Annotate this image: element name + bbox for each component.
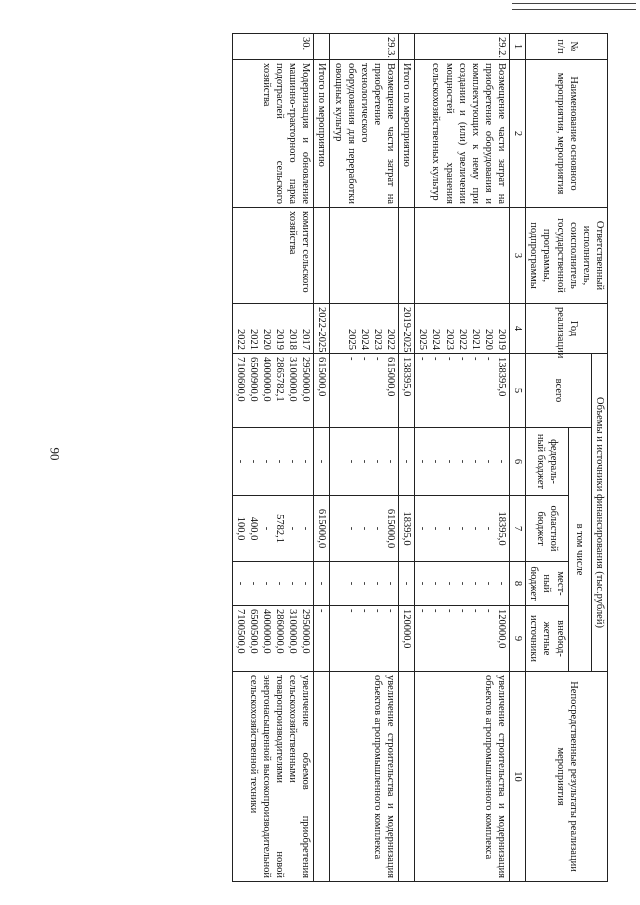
cell-local [399, 562, 415, 606]
header-incl: в том числе [568, 428, 591, 672]
cell-value: - [385, 581, 397, 586]
cell-value: - [443, 609, 455, 613]
cell-value: - [456, 609, 468, 613]
cell-years [415, 304, 510, 354]
cell-value: 7100600,0 [234, 357, 246, 402]
column-number: 2 [510, 60, 526, 208]
cell-value: 2019 [496, 329, 508, 350]
cell-value: 18395,0 [401, 511, 413, 546]
cell-value: - [234, 459, 246, 464]
cell-value: 3100000,0 [287, 609, 299, 654]
cell-value: - [247, 581, 259, 586]
cell-regional [314, 496, 330, 562]
column-numbers-row [510, 34, 526, 882]
cell-value: 7100500,0 [234, 609, 246, 654]
cell-value: - [430, 581, 442, 586]
cell-name: Модернизация и обновление машинно-тракторного парка подотраслей сельского хозяйства [232, 60, 314, 208]
cell-value: 138395,0 [401, 357, 413, 397]
cell-value: - [385, 609, 397, 613]
column-number: 4 [510, 304, 526, 354]
document-page [80, 33, 608, 881]
cell-value: - [430, 526, 442, 531]
cell-value: 138395,0 [496, 357, 508, 397]
cell-value: 120000,0 [496, 609, 508, 649]
cell-value: - [372, 526, 383, 531]
cell-value: - [496, 459, 508, 464]
cell-value: 2017 [300, 329, 312, 350]
cell-extra [314, 606, 330, 672]
cell-responsible [399, 208, 415, 304]
cell-value: - [469, 459, 481, 464]
cell-value: - [345, 526, 357, 531]
cell-value: - [316, 581, 328, 586]
cell-value: 2022 [234, 329, 246, 350]
cell-value: - [417, 357, 429, 361]
cell-value: 2020 [483, 329, 494, 350]
cell-value: - [358, 357, 370, 361]
cell-value: - [443, 526, 455, 531]
cell-result: увеличение строительства и модернизация объектов агропромышленного комплекса [330, 672, 399, 882]
cell-value: - [483, 581, 494, 586]
cell-value: - [456, 581, 468, 586]
cell-value: - [469, 526, 481, 531]
cell-value: 2021 [247, 329, 259, 350]
cell-total [330, 354, 399, 428]
cell-value: - [345, 357, 357, 361]
table-row [415, 34, 510, 882]
cell-value: - [261, 581, 272, 586]
cell-value: 6500900,0 [247, 357, 259, 402]
cell-value: - [345, 609, 357, 613]
cell-value: - [358, 459, 370, 464]
cell-num [314, 34, 330, 60]
page-number: 90 [47, 447, 63, 461]
cell-value: 5782,1 [274, 514, 286, 543]
cell-value: 2023 [372, 329, 383, 350]
cell-num: 29.3. [330, 34, 399, 60]
table-row [399, 34, 415, 882]
cell-value: - [372, 609, 383, 613]
cell-regional [330, 496, 399, 562]
cell-value: 2022 [456, 329, 468, 350]
cell-responsible [330, 208, 399, 304]
cell-value: 2020 [261, 329, 272, 350]
cell-value: 2021 [469, 329, 481, 350]
cell-value: - [358, 581, 370, 586]
header-federal: федераль-ный бюджет [526, 428, 568, 496]
cell-value: - [456, 526, 468, 531]
cell-local [330, 562, 399, 606]
cell-extra [415, 606, 510, 672]
cell-value: 18395,0 [496, 511, 508, 546]
cell-value: 615000,0 [385, 508, 397, 549]
cell-value: 2018 [287, 329, 299, 350]
cell-value: - [483, 357, 494, 361]
cell-regional [232, 496, 314, 562]
cell-value: - [247, 459, 259, 464]
cell-value: - [443, 459, 455, 464]
cell-value: - [345, 459, 357, 464]
column-number: 1 [510, 34, 526, 60]
cell-value: - [300, 526, 312, 531]
header-extra: внебюд-жетные источники [526, 606, 568, 672]
cell-value: 4000000,0 [261, 357, 272, 402]
corner-rule-top [512, 3, 636, 4]
cell-value: - [287, 581, 299, 586]
cell-result: увеличение строительства и модернизация объектов агропромышленного комплекса [415, 672, 510, 882]
cell-federal [232, 428, 314, 496]
cell-value: - [483, 459, 494, 464]
cell-name: Возмещение части затрат на приобретение оборудования и комплектующих к нему при создании и (или) увеличении мощностей хранения сельскохозяйственных культур [415, 60, 510, 208]
table-row [314, 34, 330, 882]
cell-num: 29.2. [415, 34, 510, 60]
cell-value: 2022-2025 [316, 307, 328, 353]
cell-value: - [358, 609, 370, 613]
cell-local [415, 562, 510, 606]
cell-value: - [274, 581, 286, 586]
cell-value: 6500500,0 [247, 609, 259, 654]
cell-value: 2860000,0 [274, 609, 286, 654]
header-responsible: Ответственный исполнитель, соисполнитель государственной программы, подпрограммы [526, 208, 608, 304]
header-funding: Объемы и источники финансирования (тыс.рублей) [591, 354, 607, 672]
cell-value: 4000000,0 [261, 609, 272, 654]
cell-total [232, 354, 314, 428]
cell-value: - [300, 459, 312, 464]
cell-responsible [415, 208, 510, 304]
cell-value: - [261, 526, 272, 531]
cell-value: - [287, 459, 299, 464]
cell-value: - [456, 357, 468, 361]
cell-value: - [417, 581, 429, 586]
cell-federal [330, 428, 399, 496]
cell-extra [399, 606, 415, 672]
cell-value: 2022 [385, 329, 397, 350]
cell-name: Итого по мероприятию [314, 60, 330, 208]
program-table [232, 33, 608, 882]
cell-value: - [469, 581, 481, 586]
column-number: 7 [510, 496, 526, 562]
cell-value: - [496, 581, 508, 586]
cell-value: 2025 [417, 329, 429, 350]
cell-total [399, 354, 415, 428]
cell-value: 615000,0 [316, 357, 328, 397]
cell-value: 2950000,0 [300, 357, 312, 402]
cell-local [314, 562, 330, 606]
cell-value: - [287, 526, 299, 531]
cell-value: 100,0 [234, 516, 246, 541]
table-row [232, 34, 314, 882]
cell-value: - [430, 459, 442, 464]
cell-value: 2023 [443, 329, 455, 350]
column-number: 3 [510, 208, 526, 304]
cell-value: 400,0 [247, 516, 259, 541]
cell-federal [415, 428, 510, 496]
cell-value: - [261, 459, 272, 464]
cell-regional [415, 496, 510, 562]
cell-value: - [443, 581, 455, 586]
cell-federal [399, 428, 415, 496]
cell-result: увеличение объемов приобретения сельскохозяйственными товаропроизводителями новой энергонасыщенной высокопроизводительной сельскохозяйственной техники [232, 672, 314, 882]
cell-num: 30. [232, 34, 314, 60]
cell-value: - [316, 609, 328, 613]
cell-value: - [274, 459, 286, 464]
cell-value: 120000,0 [401, 609, 413, 649]
header-total: всего [526, 354, 592, 428]
cell-value: - [372, 357, 383, 361]
header-regional: областной бюджет [526, 496, 568, 562]
cell-value: - [469, 609, 481, 613]
cell-value: - [316, 459, 328, 464]
cell-value: - [401, 581, 413, 586]
cell-value: - [385, 459, 397, 464]
cell-extra [232, 606, 314, 672]
cell-value: - [430, 609, 442, 613]
cell-value: - [417, 459, 429, 464]
cell-value: - [372, 459, 383, 464]
cell-years [399, 304, 415, 354]
cell-value: - [483, 526, 494, 531]
cell-result [399, 672, 415, 882]
column-number: 8 [510, 562, 526, 606]
cell-value: - [401, 459, 413, 464]
cell-years [330, 304, 399, 354]
cell-years [232, 304, 314, 354]
cell-value: 3100000,0 [287, 357, 299, 402]
cell-value: - [443, 357, 455, 361]
table-row [330, 34, 399, 882]
cell-value: 2025 [345, 329, 357, 350]
cell-responsible [314, 208, 330, 304]
header-local: мест-ный бюджет [526, 562, 568, 606]
column-number: 9 [510, 606, 526, 672]
cell-value: - [300, 581, 312, 586]
cell-regional [399, 496, 415, 562]
cell-local [232, 562, 314, 606]
cell-value: 2865782,1 [274, 357, 286, 402]
cell-value: 2019 [274, 329, 286, 350]
cell-value: - [372, 581, 383, 586]
cell-value: - [430, 357, 442, 361]
header-num: № п/п [526, 34, 608, 60]
cell-total [314, 354, 330, 428]
cell-value: 2019-2025 [401, 307, 413, 353]
column-number: 5 [510, 354, 526, 428]
cell-result [314, 672, 330, 882]
column-number: 10 [510, 672, 526, 882]
header-year: Год реализации [526, 304, 608, 354]
cell-value: 2024 [358, 329, 370, 350]
cell-value: 615000,0 [385, 357, 397, 397]
cell-value: - [345, 581, 357, 586]
cell-value: - [417, 526, 429, 531]
cell-name: Возмещение части затрат на приобретение технологического оборудования для переработки овощных культур [330, 60, 399, 208]
cell-value: 615000,0 [316, 508, 328, 549]
cell-value: 2950000,0 [300, 609, 312, 654]
cell-federal [314, 428, 330, 496]
cell-value: - [234, 581, 246, 586]
cell-value: - [417, 609, 429, 613]
cell-total [415, 354, 510, 428]
cell-value: - [358, 526, 370, 531]
cell-num [399, 34, 415, 60]
header-name: Наименование основного мероприятия, мероприятия [526, 60, 608, 208]
corner-rule-bottom [512, 9, 636, 10]
cell-value: 2024 [430, 329, 442, 350]
cell-value: - [456, 459, 468, 464]
table-body [232, 34, 510, 882]
cell-extra [330, 606, 399, 672]
cell-value: - [483, 609, 494, 613]
cell-years [314, 304, 330, 354]
column-number: 6 [510, 428, 526, 496]
cell-name: Итого по мероприятию [399, 60, 415, 208]
cell-responsible: комитет сельского хозяйства [232, 208, 314, 304]
header-results: Непосредственные результаты реализации мероприятия [526, 672, 608, 882]
cell-value: - [469, 357, 481, 361]
